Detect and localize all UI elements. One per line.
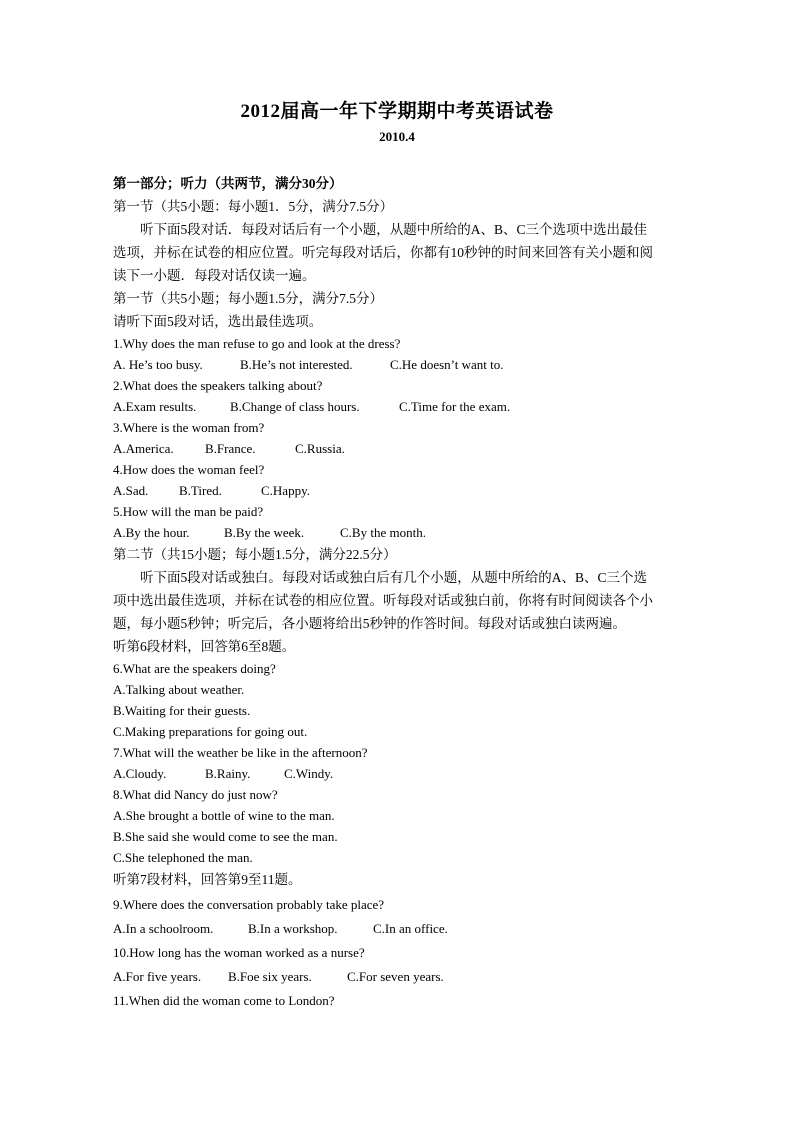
exam-content <box>113 172 685 1011</box>
question-6-option-c: C.Making preparations for going out. <box>113 724 308 739</box>
question-11: 11.When did the woman come to London? <box>113 993 335 1008</box>
option-a: A.Cloudy. <box>113 766 167 781</box>
section2-heading: 第二节（共15小题；每小题1.5分，满分22.5分） <box>113 547 397 562</box>
option-c: C.By the month. <box>340 525 426 540</box>
option-a: A.For five years. <box>113 969 202 984</box>
question-8: 8.What did Nancy do just now? <box>113 787 278 802</box>
section1-instructions-line-2: 选项，并标在试卷的相应位置。听完每段对话后，你都有10秒钟的时间来回答有关小题和阅 <box>113 245 653 260</box>
option-b: B.In a workshop. <box>248 921 338 936</box>
option-c: C.For seven years. <box>347 969 444 984</box>
question-10: 10.How long has the woman worked as a nurse? <box>113 945 365 960</box>
exam-date: 2010.4 <box>379 129 415 144</box>
section1-instructions-line-3: 读下一小题．每段对话仅读一遍。 <box>113 268 316 283</box>
section2-instructions-line-1: 听下面5段对话或独白。每段对话或独白后有几个小题，从题中所给的A、B、C三个选 <box>140 570 648 585</box>
option-a: A. He’s too busy. <box>113 357 203 372</box>
material-7-heading: 听第7段材料，回答第9至11题。 <box>113 872 302 887</box>
question-2-options <box>113 396 685 417</box>
question-3: 3.Where is the woman from? <box>113 420 265 435</box>
material-6-heading: 听第6段材料，回答第6至8题。 <box>113 639 296 654</box>
option-a: A.Sad. <box>113 483 149 498</box>
section1-prompt: 请听下面5段对话，选出最佳选项。 <box>113 314 323 329</box>
option-b: B.By the week. <box>224 525 305 540</box>
option-b: B.Foe six years. <box>228 969 312 984</box>
option-a: A.In a schoolroom. <box>113 921 214 936</box>
option-b: B.France. <box>205 441 256 456</box>
question-4: 4.How does the woman feel? <box>113 462 265 477</box>
question-8-option-b: B.She said she would come to see the man. <box>113 829 338 844</box>
question-5-options <box>113 522 685 543</box>
question-6-option-a: A.Talking about weather. <box>113 682 245 697</box>
option-c: C.Happy. <box>261 483 310 498</box>
option-a: A.America. <box>113 441 174 456</box>
section1-instructions-line-1: 听下面5段对话．每段对话后有一个小题，从题中所给的A、B、C三个选项中选出最佳 <box>140 222 648 237</box>
section1-heading-repeat: 第一节（共5小题；每小题1.5分，满分7.5分） <box>113 291 383 306</box>
question-3-options <box>113 438 685 459</box>
part1-heading: 第一部分；听力（共两节，满分30分） <box>113 176 343 191</box>
section1-heading: 第一节（共5小题：每小题1．5分，满分7.5分） <box>113 199 394 214</box>
option-c: C.Time for the exam. <box>399 399 511 414</box>
question-7-options <box>113 763 685 784</box>
question-1: 1.Why does the man refuse to go and look at the dress? <box>113 336 401 351</box>
question-4-options <box>113 480 685 501</box>
question-9-options <box>113 918 685 939</box>
option-c: C.He doesn’t want to. <box>390 357 504 372</box>
option-b: B.Rainy. <box>205 766 251 781</box>
option-a: A.Exam results. <box>113 399 197 414</box>
option-a: A.By the hour. <box>113 525 190 540</box>
option-b: B.Change of class hours. <box>230 399 360 414</box>
question-9: 9.Where does the conversation probably take place? <box>113 897 385 912</box>
question-2: 2.What does the speakers talking about? <box>113 378 323 393</box>
option-c: C.Windy. <box>284 766 334 781</box>
option-b: B.Tired. <box>179 483 222 498</box>
exam-title: 2012届高一年下学期期中考英语试卷 <box>240 101 554 122</box>
option-c: C.Russia. <box>295 441 345 456</box>
section2-instructions-line-3: 题，每小题5秒钟；听完后，各小题将给出5秒钟的作答时间。每段对话或独白读两遍。 <box>113 616 626 631</box>
question-5: 5.How will the man be paid? <box>113 504 264 519</box>
question-10-options <box>113 966 685 987</box>
question-8-option-c: C.She telephoned the man. <box>113 850 253 865</box>
question-8-option-a: A.She brought a bottle of wine to the man. <box>113 808 335 823</box>
question-1-options <box>113 354 685 375</box>
question-6-option-b: B.Waiting for their guests. <box>113 703 251 718</box>
option-b: B.He’s not interested. <box>240 357 353 372</box>
question-6: 6.What are the speakers doing? <box>113 661 276 676</box>
option-c: C.In an office. <box>373 921 448 936</box>
question-7: 7.What will the weather be like in the afternoon? <box>113 745 368 760</box>
section2-instructions-line-2: 项中选出最佳选项，并标在试卷的相应位置。听每段对话或独白前，你将有时间阅读各个小 <box>113 593 653 608</box>
